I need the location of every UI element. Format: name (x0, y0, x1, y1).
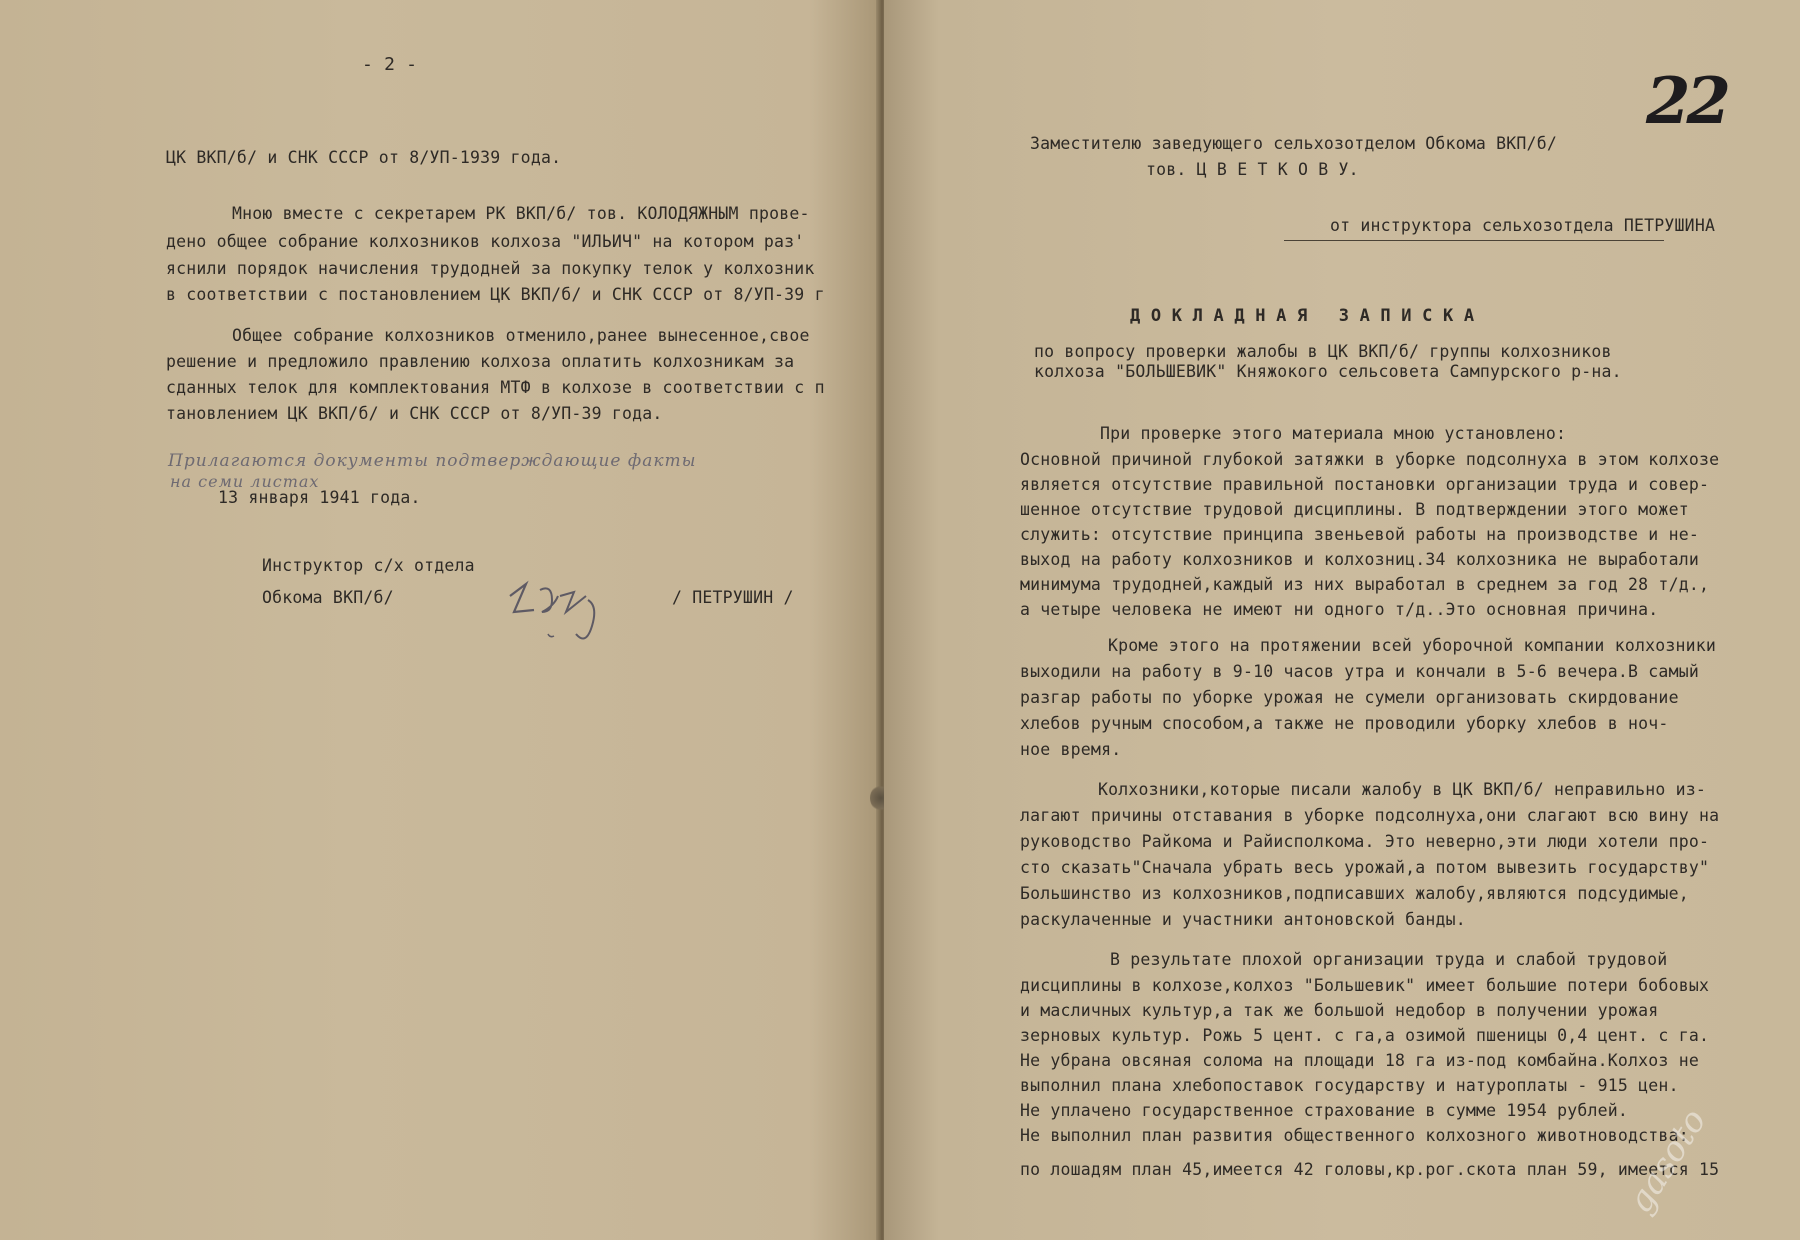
text-line: Общее собрание колхозников отменило,ранее вынесенное,свое (232, 326, 810, 345)
right-page (884, 0, 1800, 1240)
continuation-line: ЦК ВКП/б/ и СНК СССР от 8/УП-1939 года. (166, 148, 562, 167)
text-line: сто сказать"Сначала убрать весь урожай,а потом вывезить государству" (1020, 858, 1710, 877)
folio-number: 22 (1646, 64, 1728, 139)
text-line: зерновых культур. Рожь 5 цент. с га,а озимой пшеницы 0,4 цент. с га. (1020, 1026, 1710, 1045)
page-number: - 2 - (362, 54, 418, 75)
text-line: При проверке этого материала мною установлено: (1100, 424, 1567, 443)
text-line: раскулаченные и участники антоновской банды. (1020, 910, 1466, 929)
text-line: и масличных культур,а так же большой недобор в получении урожая (1020, 1001, 1659, 1020)
text-line: Колхозники,которые писали жалобу в ЦК ВКП/б/ неправильно из- (1098, 780, 1707, 799)
text-line: шенное отсутствие трудовой дисциплины. В подтверждении этого может (1020, 500, 1689, 519)
from-line: от инструктора сельхозотдела ПЕТРУШИНА (1330, 216, 1716, 235)
left-page (0, 0, 880, 1240)
archive-watermark: gasoto (1620, 1102, 1715, 1220)
text-line: минимума трудодней,каждый из них выработал в среднем за год 28 т/д., (1020, 575, 1710, 594)
text-line: Не уплачено государственное страхование в сумме 1954 рублей. (1020, 1101, 1629, 1120)
text-line: является отсутствие правильной постановки организации труда и совер- (1020, 475, 1710, 494)
text-line: дено общее собрание колхозников колхоза "ИЛЬИЧ" на котором раз' (166, 232, 805, 251)
text-line: Не убрана овсяная солома на площади 18 га из-под комбайна.Колхоз не (1020, 1051, 1699, 1070)
subject-line: по вопросу проверки жалобы в ЦК ВКП/б/ группы колхозников (1034, 342, 1612, 361)
text-line: Мною вместе с секретарем РК ВКП/б/ тов. КОЛОДЯЖНЫМ прове- (232, 204, 810, 223)
text-line: выход на работу колхозников и колхозниц.34 колхозника не выработали (1020, 550, 1699, 569)
text-line: в соответствии с постановлением ЦК ВКП/б/ и СНК СССР от 8/УП-39 г (166, 285, 825, 304)
handwritten-signature (500, 576, 630, 661)
text-line: решение и предложило правлению колхоза оплатить колхозникам за (166, 352, 795, 371)
text-line: яснили порядок начисления трудодней за покупку телок у колхозник (166, 259, 815, 278)
handwritten-line: Прилагаются документы подтверждающие факты (168, 451, 697, 471)
subject-line: колхоза "БОЛЬШЕВИК" Княжокого сельсовета Сампурского р-на. (1034, 362, 1622, 381)
addressee-name: тов. Ц В Е Т К О В У. (1146, 160, 1359, 179)
text-line: выполнил плана хлебопоставок государству и натуроплаты - 915 цен. (1020, 1076, 1679, 1095)
text-line: выходили на работу в 9-10 часов утра и кончали в 5-6 вечера.В самый (1020, 662, 1699, 681)
text-line: Большинство из колхозников,подписавших жалобу,являются подсудимые, (1020, 884, 1689, 903)
text-line: ное время. (1020, 740, 1122, 759)
text-line: руководство Райкома и Райисполкома. Это неверно,эти люди хотели про- (1020, 832, 1710, 851)
text-line: разгар работы по уборке урожая не сумели организовать скирдование (1020, 688, 1679, 707)
text-line: тановлением ЦК ВКП/б/ и СНК СССР от 8/УП-39 года. (166, 404, 663, 423)
handwritten-line: на семи листах (170, 472, 320, 491)
text-line: а четыре человека не имеют ни одного т/д..Это основная причина. (1020, 600, 1659, 619)
signatory-org: Обкома ВКП/б/ (262, 588, 394, 607)
text-line: Основной причиной глубокой затяжки в уборке подсолнуха в этом колхозе (1020, 450, 1720, 469)
signatory-title: Инструктор с/х отдела (262, 556, 475, 575)
text-line: хлебов ручным способом,а также не проводили уборку хлебов в ноч- (1020, 714, 1669, 733)
addressee-line: Заместителю заведующего сельхозотделом Обкома ВКП/б/ (1030, 134, 1557, 153)
text-line: служить: отсутствие принципа звеньевой работы на производстве и не- (1020, 525, 1699, 544)
document-date: 13 января 1941 года. (218, 488, 421, 507)
text-line: Кроме этого на протяжении всей уборочной компании колхозники (1108, 636, 1717, 655)
text-line: В результате плохой организации труда и слабой трудовой (1110, 950, 1668, 969)
from-line-rule (1284, 240, 1664, 241)
text-line: дисциплины в колхозе,колхоз "Большевик" имеет большие потери бобовых (1020, 976, 1710, 995)
text-line: лагают причины отставания в уборке подсолнуха,они слагают всю вину на (1020, 806, 1720, 825)
text-line: сданных телок для комплектования МТФ в колхозе в соответствии с п (166, 378, 825, 397)
text-line: по лошадям план 45,имеется 42 головы,кр.рог.скота план 59, имеется 15 (1020, 1160, 1720, 1179)
signatory-name: / ПЕТРУШИН / (672, 588, 794, 607)
document-title: Д О К Л А Д Н А Я З А П И С К А (1130, 306, 1475, 326)
text-line: Не выполнил план развития общественного колхозного животноводства: (1020, 1126, 1689, 1145)
